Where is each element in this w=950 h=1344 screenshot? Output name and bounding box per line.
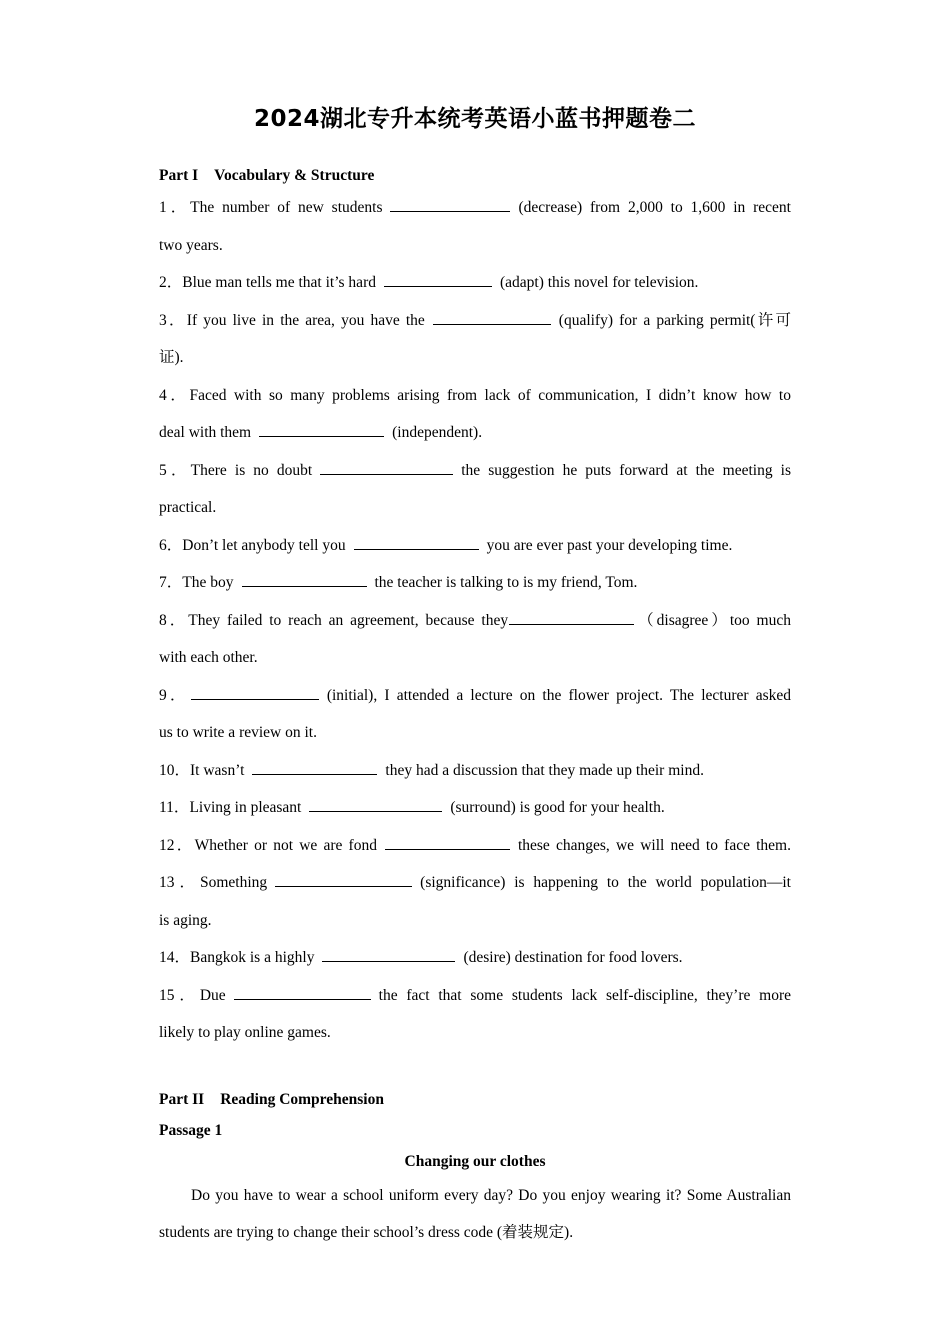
question-4 <box>159 377 791 415</box>
question-number: 7． <box>159 574 183 591</box>
question-text: They failed to reach an agreement, because they <box>188 611 509 629</box>
question-text: (surround) is good for your health. <box>450 799 665 816</box>
answer-blank[interactable] <box>252 760 377 775</box>
question-12 <box>159 827 791 865</box>
question-9 <box>159 677 791 715</box>
page-title: 2024湖北专升本统考英语小蓝书押题卷二 <box>253 106 696 132</box>
passage-title: Changing our clothes <box>404 1152 546 1170</box>
part1-heading <box>159 163 791 189</box>
answer-blank[interactable] <box>191 685 319 700</box>
question-number: 12． <box>159 836 195 854</box>
part2-heading <box>159 1087 791 1113</box>
question-text: Don’t let anybody tell you <box>182 536 346 554</box>
question-13 <box>159 864 791 902</box>
question-5-cont: practical. <box>159 499 217 516</box>
passage-label: Passage 1 <box>159 1121 223 1139</box>
question-8 <box>159 602 791 640</box>
question-6 <box>159 527 791 565</box>
answer-blank[interactable] <box>384 272 492 287</box>
question-text: Bangkok is a highly <box>190 949 315 966</box>
question-text: Due <box>199 986 226 1004</box>
question-text: Blue man tells me that it’s hard <box>182 274 376 291</box>
question-3-cont: 证). <box>159 349 184 366</box>
question-text: Something <box>199 874 268 891</box>
answer-blank[interactable] <box>242 572 367 587</box>
answer-blank[interactable] <box>390 197 510 212</box>
question-text: you are ever past your developing time. <box>486 536 733 554</box>
question-3 <box>159 302 791 340</box>
question-number: 3． <box>159 311 187 329</box>
question-15-cont: likely to play online games. <box>159 1024 331 1041</box>
document-body <box>159 163 791 1252</box>
answer-blank[interactable] <box>309 797 442 812</box>
question-text: It wasn’t <box>190 761 245 779</box>
answer-blank[interactable] <box>234 985 371 1000</box>
answer-blank[interactable] <box>275 872 412 887</box>
question-text: The boy <box>182 574 234 591</box>
question-number: 11． <box>159 799 190 816</box>
question-number: 8． <box>159 611 189 629</box>
question-9-cont: us to write a review on it. <box>159 724 317 741</box>
question-11 <box>159 789 791 827</box>
part1-name: Vocabulary & Structure <box>214 167 375 184</box>
question-text: they had a discussion that they made up their mind. <box>385 761 704 779</box>
question-text: Whether or not we are fond <box>194 836 377 854</box>
question-text: these changes, we will need to face them. <box>517 836 791 854</box>
question-text: (decrease) from 2,000 to 1,600 in recent <box>518 199 791 216</box>
answer-blank[interactable] <box>354 535 479 550</box>
question-number: 6． <box>159 536 183 554</box>
answer-blank[interactable] <box>320 460 453 475</box>
part2-label: Part II <box>159 1090 205 1108</box>
question-text: (desire) destination for food lovers. <box>463 949 683 966</box>
answer-blank[interactable] <box>259 422 384 437</box>
question-text: (initial), I attended a lecture on the flower project. The lecturer asked <box>326 686 791 704</box>
question-text: There is no doubt <box>190 461 313 479</box>
question-number: 5． <box>159 461 191 479</box>
answer-blank[interactable] <box>385 835 510 850</box>
question-1-cont: two years. <box>159 236 223 254</box>
question-10 <box>159 752 791 790</box>
question-text: (significance) is happening to the world population—it <box>420 874 791 891</box>
question-number: 9． <box>159 686 189 704</box>
passage-paragraph: Do you have to wear a school uniform every day? Do you enjoy wearing it? Some Australian students are trying to change their school’s dress code (着装规定). <box>159 1186 791 1241</box>
question-5 <box>159 452 791 490</box>
question-number: 10． <box>159 761 191 779</box>
question-text: (adapt) this novel for television. <box>499 274 699 291</box>
question-text: Living in pleasant <box>189 799 302 816</box>
question-text: Faced with so many problems arising from lack of communication, I didn’t know how to <box>189 386 791 404</box>
question-text: the fact that some students lack self-discipline, they’re more <box>378 986 791 1004</box>
part2-name: Reading Comprehension <box>220 1090 384 1108</box>
answer-blank[interactable] <box>433 310 551 325</box>
question-number: 14． <box>159 949 191 966</box>
question-4-cont <box>159 414 791 452</box>
question-text: The number of new students <box>190 199 383 216</box>
question-text: If you live in the area, you have the <box>186 311 425 329</box>
question-number: 1． <box>159 199 191 216</box>
question-number: 2． <box>159 274 183 291</box>
answer-blank[interactable] <box>322 947 455 962</box>
question-2 <box>159 264 791 302</box>
question-text: （disagree）too much <box>635 611 791 629</box>
question-text: the suggestion he puts forward at the meeting is <box>461 461 791 479</box>
question-text: the teacher is talking to is my friend, Tom. <box>374 574 638 591</box>
question-text: (qualify) for a parking permit(许可 <box>558 311 791 329</box>
question-number: 13． <box>159 874 200 891</box>
question-1 <box>159 189 791 227</box>
part1-label: Part I <box>159 167 199 184</box>
question-text: deal with them <box>159 424 252 441</box>
question-15 <box>159 977 791 1015</box>
question-7 <box>159 564 791 602</box>
question-13-cont: is aging. <box>159 911 212 929</box>
answer-blank[interactable] <box>509 610 634 625</box>
question-8-cont: with each other. <box>159 649 258 666</box>
question-text: (independent). <box>392 424 483 441</box>
question-number: 15． <box>159 986 200 1004</box>
question-number: 4． <box>159 386 190 404</box>
question-14 <box>159 939 791 977</box>
